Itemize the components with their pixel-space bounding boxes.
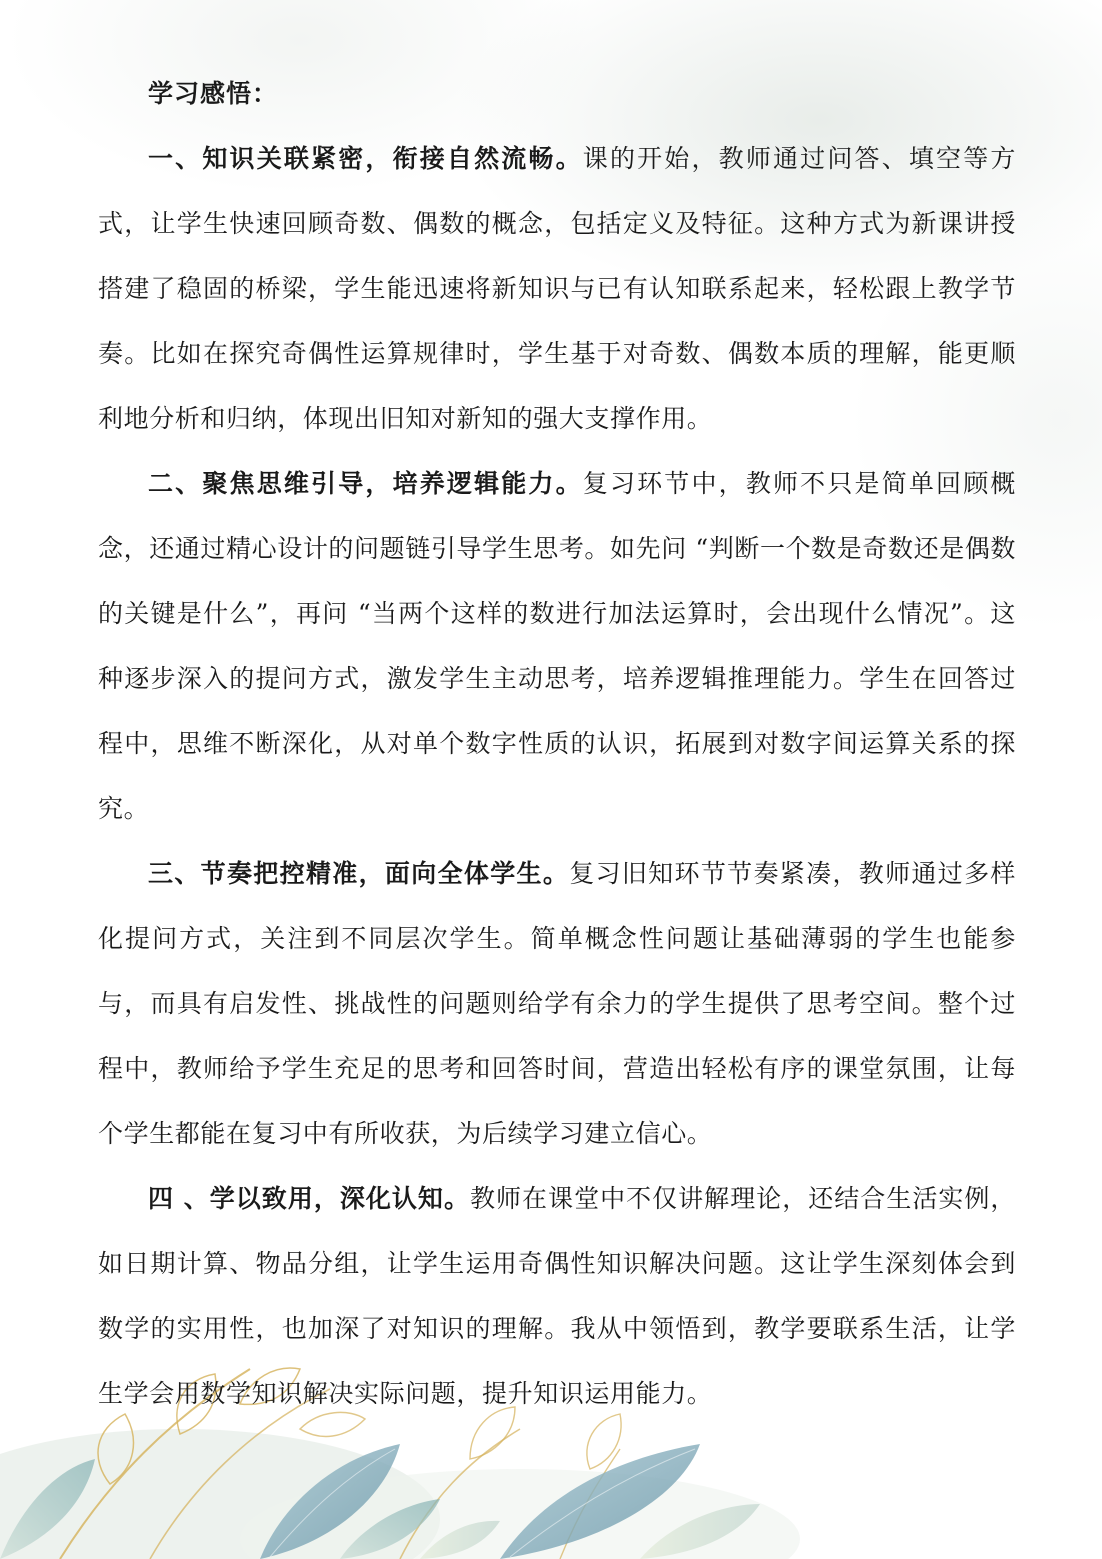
document-title: 学习感悟：	[148, 79, 279, 108]
paragraph-2-body: 复习环节中，教师不只是简单回顾概念，还通过精心设计的问题链引导学生思考。如先问 “判断一个数是奇数还是偶数的关键是什么”，再问 “当两个这样的数进行加法运算时，会出现什么情况”。这种逐步深入的提问方式，激发学生主动思考，培养逻辑推理能力。学生在回答过程中，思维不断深化，从对单个数字性质的认识，拓展到对数字间运算关系的探究。	[98, 469, 1016, 823]
paragraph-2	[98, 451, 1016, 841]
paragraph-1-body: 课的开始，教师通过问答、填空等方式，让学生快速回顾奇数、偶数的概念，包括定义及特征。这种方式为新课讲授搭建了稳固的桥梁，学生能迅速将新知识与已有认知联系起来，轻松跟上教学节奏。比如在探究奇偶性运算规律时，学生基于对奇数、偶数本质的理解，能更顺利地分析和归纳，体现出旧知对新知的强大支撑作用。	[98, 144, 1016, 433]
paragraph-1	[98, 126, 1016, 451]
paragraph-4-body: 教师在课堂中不仅讲解理论，还结合生活实例，如日期计算、物品分组，让学生运用奇偶性知识解决问题。这让学生深刻体会到数学的实用性，也加深了对知识的理解。我从中领悟到，教学要联系生活，让学生学会用数学知识解决实际问题，提升知识运用能力。	[98, 1184, 1016, 1408]
paragraph-2-lead: 二、聚焦思维引导，培养逻辑能力。	[148, 469, 583, 498]
paragraph-3-lead: 三、节奏把控精准，面向全体学生。	[148, 859, 570, 888]
paragraph-1-lead: 一、知识关联紧密，衔接自然流畅。	[148, 144, 583, 173]
paragraph-3-body: 复习旧知环节节奏紧凑，教师通过多样化提问方式，关注到不同层次学生。简单概念性问题让基础薄弱的学生也能参与，而具有启发性、挑战性的问题则给学有余力的学生提供了思考空间。整个过程中，教师给予学生充足的思考和回答时间，营造出轻松有序的课堂氛围，让每个学生都能在复习中有所收获，为后续学习建立信心。	[98, 859, 1016, 1148]
paragraph-4	[98, 1166, 1016, 1426]
document-body	[98, 62, 1016, 1426]
paragraph-3	[98, 841, 1016, 1166]
paragraph-4-lead: 四 、学以致用，深化认知。	[148, 1184, 470, 1213]
